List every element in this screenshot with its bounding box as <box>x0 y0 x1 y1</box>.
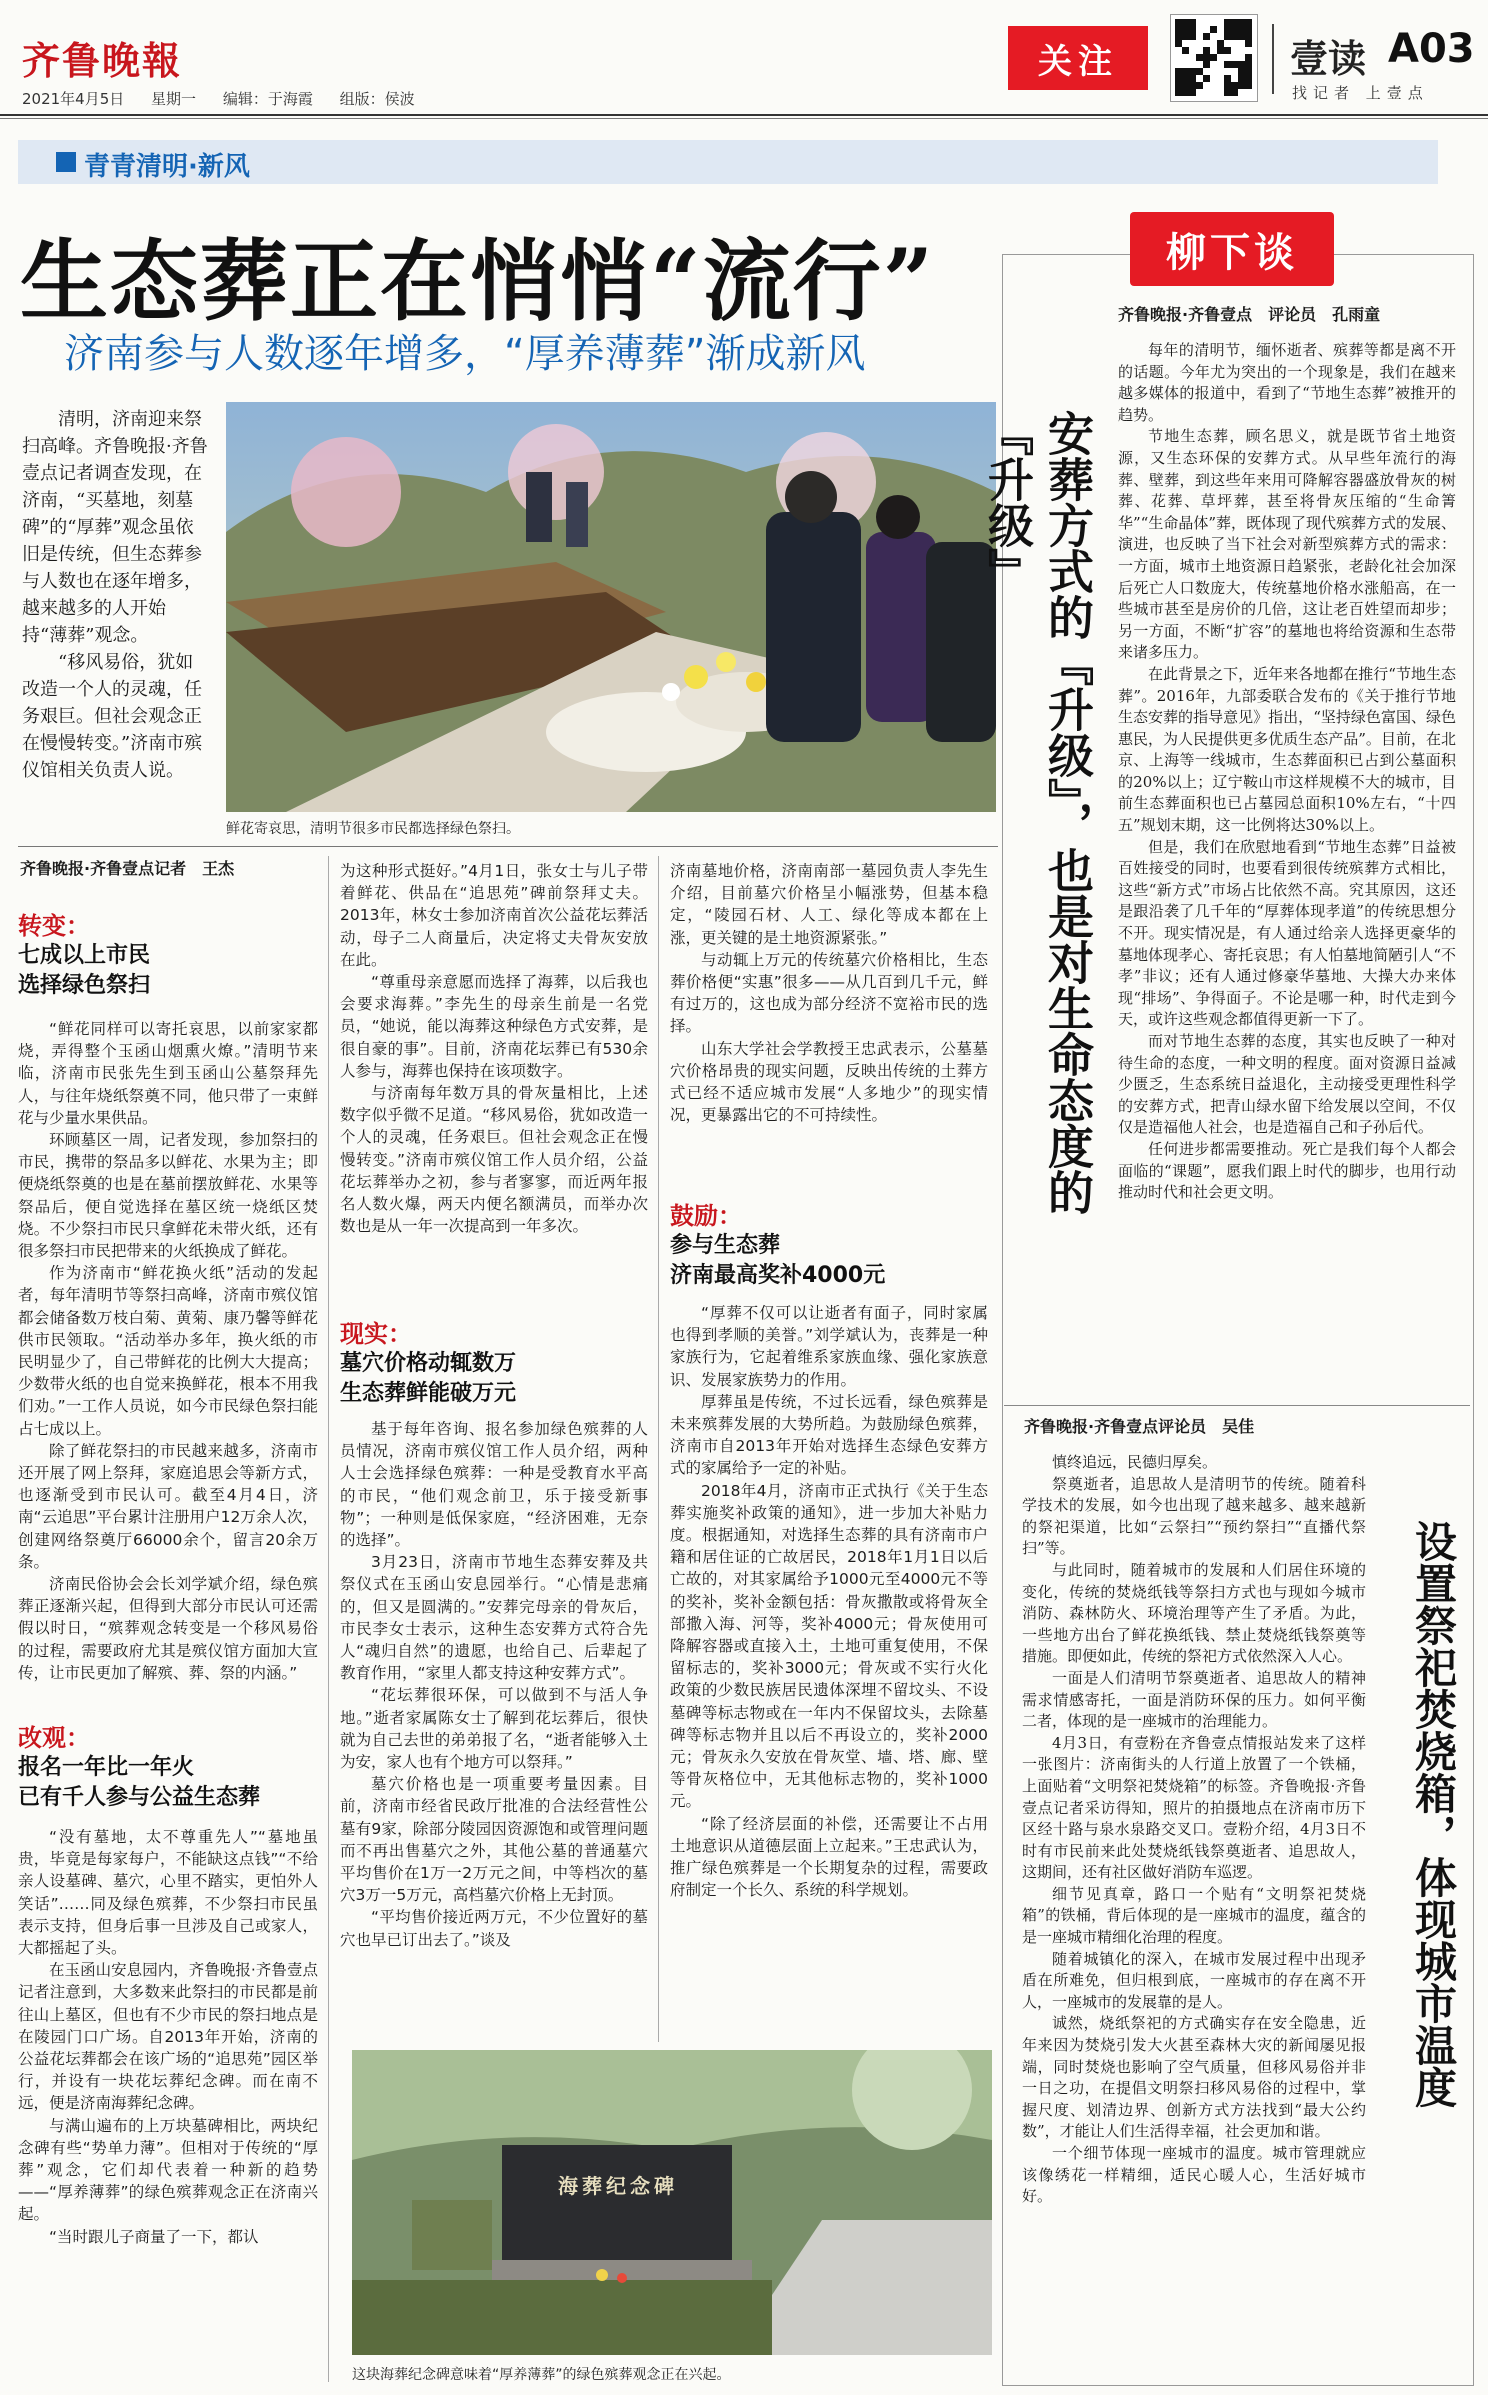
qr-module <box>1231 33 1238 40</box>
focus-badge: 关注 <box>1008 26 1148 90</box>
qr-module <box>1245 40 1252 47</box>
issue-date: 2021年4月5日 <box>22 90 125 108</box>
qr-module <box>1203 54 1210 61</box>
body-paragraph: 环顾墓区一周，记者发现，参加祭扫的市民，携带的祭品多以鲜花、水果为主；即便烧纸祭奠的也是在墓前摆放鲜花、水果等祭品后，便自觉选择在墓区统一烧纸区焚烧。不少祭扫市民只拿鲜花未带火纸，还有很多祭扫市民把带来的火纸换成了鲜花。 <box>18 1131 318 1261</box>
body-paragraph: 山东大学社会学教授王忠武表示，公墓墓穴价格昂贵的现实问题，反映出传统的土葬方式已经不适应城市发展“人多地少”的现实情况，更暴露出它的不可持续性。 <box>670 1039 988 1125</box>
memorial-stone-text: 海葬纪念碑 <box>558 2174 678 2198</box>
main-headline: 生态葬正在悄悄“流行” <box>20 229 936 333</box>
body-paragraph: 除了鲜花祭扫的市民越来越多，济南市还开展了网上祭拜，家庭追思会等新方式，也逐渐受到市民认可。截至4月4日，济南“云追思”平台累计注册用户12万余人次，创建网络祭奠厅66000余个，留言20余万条。 <box>18 1441 318 1571</box>
qr-module <box>1238 82 1245 89</box>
sub-headline: 济南参与人数逐年增多，“厚养薄葬”渐成新风 <box>64 331 866 377</box>
memorial-photo <box>352 2050 992 2355</box>
qr-module <box>1189 26 1196 33</box>
commentary-1-body <box>1118 340 1456 1204</box>
qr-module <box>1175 68 1182 75</box>
main-photo-graphic <box>226 402 996 812</box>
main-photo <box>226 402 996 812</box>
sub-title: 参与生态葬 济南最高奖补4000元 <box>670 1233 886 1288</box>
qr-module <box>1231 82 1238 89</box>
sub-section-change <box>18 1718 318 1813</box>
qr-module <box>1189 75 1196 82</box>
qr-module <box>1196 68 1203 75</box>
body-paragraph: 与济南每年数万具的骨灰量相比，上述数字似乎微不足道。“移风易俗，犹如改造一个人的灵魂，任务艰巨。但社会观念正在慢慢转变。”济南市殡仪馆工作人员介绍，公益花坛葬举办之初，参与者寥寥，而近两年报名人数火爆，两天内便名额满员，而举办次数也是从一年一次提高到一年多次。 <box>340 1084 648 1236</box>
body-paragraph: “除了经济层面的补偿，还需要让不占用土地意识从道德层面上立起来。”王忠武认为，推广绿色殡葬是一个长期复杂的过程，需要政府制定一个长久、系统的科学规划。 <box>670 1814 988 1900</box>
body-paragraph: 与满山遍布的上万块墓碑相比，两块纪念碑有些“势单力薄”。但相对于传统的“厚葬”观念，它们却代表着一种新的趋势——“厚养薄葬”的绿色殡葬观念正在济南兴起。 <box>18 2116 318 2224</box>
sub-title: 墓穴价格动辄数万 生态葬鲜能破万元 <box>340 1351 517 1406</box>
qr-module <box>1224 75 1231 82</box>
sub-tag: 改观： <box>18 1724 90 1752</box>
sub-tag: 转变： <box>18 912 90 940</box>
qr-module <box>1182 33 1189 40</box>
qr-module <box>1203 75 1210 82</box>
qr-module <box>1217 40 1224 47</box>
body-paragraph: 在玉函山安息园内，齐鲁晚报·齐鲁壹点记者注意到，大多数来此祭扫的市民都是前往山上墓区，但也有不少市民的祭扫地点是在陵园门口广场。自2013年开始，济南的公益花坛葬都会在该广场的“追思苑”园区举行，并设有一块花坛葬纪念碑。而在南不远，便是济南海葬纪念碑。 <box>18 1961 318 2113</box>
qr-module <box>1231 89 1238 96</box>
commentary-1-byline: 齐鲁晚报·齐鲁壹点 评论员 孔雨童 <box>1118 305 1381 324</box>
body-paragraph: 3月23日，济南市节地生态葬安葬及共祭仪式在玉函山安息园举行。“心情是悲痛的，但又是圆满的。”安葬完母亲的骨灰后，市民李女士表示，这种生态安葬方式符合先人“魂归自然”的遗愿，也给自己、后辈起了教育作用，“家里人都支持这种安葬方式”。 <box>340 1553 648 1683</box>
body-paragraph: 济南民俗协会会长刘学斌介绍，绿色殡葬正逐渐兴起，但得到大部分市民认可还需假以时日，“殡葬观念转变是一个移风易俗的过程，需要政府尤其是殡仪馆方面加大宣传，让市民更加了解殡、葬、祭的内涵。” <box>18 1575 318 1682</box>
qr-module <box>1182 19 1189 26</box>
qr-module <box>1175 19 1182 26</box>
commentary-divider <box>1004 1405 1470 1406</box>
commentary-paragraph: 诚然，烧纸祭祀的方式确实存在安全隐患，近年来因为焚烧引发大火甚至森林大灾的新闻屡见报端，同时焚烧也影响了空气质量，但移风易俗并非一日之功，在提倡文明祭扫移风易俗的过程中，掌握尺度、划清边界、创新方式方法找到“最大公约数”，才能让人们生活得幸福，社会更加和谐。 <box>1022 2014 1366 2141</box>
qr-module <box>1175 33 1182 40</box>
qr-module <box>1245 33 1252 40</box>
qr-module <box>1182 26 1189 33</box>
qr-module <box>1189 82 1196 89</box>
qr-module <box>1245 26 1252 33</box>
qr-module <box>1238 19 1245 26</box>
qr-module <box>1182 47 1189 54</box>
qr-module <box>1238 68 1245 75</box>
commentary-paragraph: 一个细节体现一座城市的温度。城市管理就应该像绣花一样精细，适民心暖人心，生活好城市好。 <box>1022 2144 1366 2206</box>
column-3-bottom <box>670 1302 988 1901</box>
issue-weekday: 星期一 <box>151 90 197 108</box>
qr-module <box>1224 26 1231 33</box>
qr-module <box>1224 19 1231 26</box>
commentary-1-title: 安葬方式的『升级』，也是对生命态度的『升级』 <box>981 410 1095 1215</box>
qr-module <box>1245 75 1252 82</box>
qr-module <box>1238 61 1245 68</box>
body-paragraph: “花坛葬很环保，可以做到不与活人争地。”逝者家属陈女士了解到花坛葬后，很快就为自己去世的弟弟报了名，“逝者能够入土为安，家人也有个地方可以祭拜。” <box>340 1686 648 1772</box>
commentary-paragraph: 4月3日，有壹粉在齐鲁壹点情报站发来了这样一张图片：济南街头的人行道上放置了一个铁桶，上面贴着“文明祭祀焚烧箱”的标签。齐鲁晚报·齐鲁壹点记者采访得知，照片的拍摄地点在济南市历下区经十路与泉水泉路交叉口。壹粉介绍，4月3日不时有市民前来此处焚烧纸钱祭奠逝者、追思故人，这期间，还有社区做好消防车巡逻。 <box>1022 1733 1366 1882</box>
qr-module <box>1182 89 1189 96</box>
column-2-bottom <box>340 1418 648 1951</box>
body-paragraph: 厚葬虽是传统，不过长远看，绿色殡葬是未来殡葬发展的大势所趋。为鼓励绿色殡葬，济南市自2013年开始对选择生态绿色安葬方式的家属给予一定的补贴。 <box>670 1392 988 1478</box>
sub-title: 报名一年比一年火 已有千人参与公益生态葬 <box>18 1755 261 1810</box>
qr-module <box>1189 33 1196 40</box>
commentary-paragraph: 一面是人们清明节祭奠逝者、追思故人的精神需求情感寄托，一面是消防环保的压力。如何平衡二者，体现的是一座城市的治理能力。 <box>1022 1668 1366 1731</box>
body-paragraph: “没有墓地，太不尊重先人”“墓地虽贵，毕竟是每家每户，不能缺这点钱”“不给亲人设墓碑、墓穴，心里不踏实，更怕外人笑话”……同及绿色殡葬，不少祭扫市民虽表示支持，但身后事一旦涉及自己或家人，大都摇起了头。 <box>18 1828 318 1958</box>
main-photo-caption: 鲜花寄哀思，清明节很多市民都选择绿色祭扫。 <box>226 821 520 837</box>
lead-paragraph: “移风易俗，犹如改造一个人的灵魂，任务艰巨。但社会观念正在慢慢转变。”济南市殡仪馆相关负责人说。 <box>22 652 203 781</box>
body-paragraph: 为这种形式挺好。”4月1日，张女士与儿子带着鲜花、供品在“追思苑”碑前祭拜丈夫。2013年，林女士参加济南首次公益花坛葬活动，母子二人商量后，决定将丈夫骨灰安放在此。 <box>340 862 648 969</box>
qr-module <box>1203 61 1210 68</box>
column-name: 壹读 <box>1290 37 1367 81</box>
qr-module <box>1224 89 1231 96</box>
qr-module <box>1245 82 1252 89</box>
qr-module <box>1231 61 1238 68</box>
section-square-icon <box>56 152 76 172</box>
qr-module <box>1224 82 1231 89</box>
qr-module <box>1238 75 1245 82</box>
masthead-divider <box>1272 24 1274 94</box>
qr-module <box>1217 47 1224 54</box>
issue-meta <box>22 88 437 109</box>
commentary-paragraph: 在此背景之下，近年来各地都在推行“节地生态葬”。2016年，九部委联合发布的《关于推行节地生态安葬的指导意见》指出，“坚持绿色富国、绿色惠民，为人民提供更多优质生态产品”。目前，在北京、上海等一线城市，生态葬面积已占到公墓面积的20%以上；辽宁鞍山市这样规模不大的城市，目前生态葬面积也已占墓园总面积10%左右，“十四五”规划末期，这一比例将达30%以上。 <box>1118 664 1456 835</box>
qr-module <box>1189 68 1196 75</box>
body-paragraph: “厚葬不仅可以让逝者有面子，同时家属也得到孝顺的美誉。”刘学斌认为，丧葬是一种家族行为，它起着维系家族血缘、强化家族意识、发展家族势力的作用。 <box>670 1304 988 1389</box>
commentary-2-body <box>1022 1452 1366 2208</box>
main-byline: 齐鲁晚报·齐鲁壹点记者 王杰 <box>20 859 235 878</box>
qr-module <box>1203 33 1210 40</box>
commentary-paragraph: 每年的清明节，缅怀逝者、殡葬等都是离不开的话题。今年尤为突出的一个现象是，我们在越来越多媒体的报道中，看到了“节地生态葬”被推开的趋势。 <box>1118 341 1456 424</box>
qr-module <box>1175 75 1182 82</box>
editor-credit: 编辑：于海霞 <box>222 90 313 108</box>
body-paragraph: “鲜花同样可以寄托哀思，以前家家都烧，弄得整个玉函山烟熏火燎。”清明节来临，济南市民张先生到玉函山公墓祭拜先人，与往年烧纸祭奠不同，他只带了一束鲜花与少量水果供品。 <box>18 1020 318 1127</box>
qr-module <box>1182 68 1189 75</box>
newspaper-logo: 齐鲁晚報 <box>22 38 183 83</box>
section-bar <box>18 140 1438 184</box>
commentary-paragraph: 与此同时，随着城市的发展和人们居住环境的变化，传统的焚烧纸钱等祭扫方式也与现如今城市消防、森林防火、环境治理等产生了矛盾。为此，一些地方出台了鲜花换纸钱、禁止焚烧纸钱祭奠等措施。即便如此，传统的祭祀方式依然深入人心。 <box>1022 1560 1366 1666</box>
qr-module <box>1224 61 1231 68</box>
qr-module <box>1182 75 1189 82</box>
qr-module <box>1245 54 1252 61</box>
memorial-photo-caption: 这块海葬纪念碑意味着“厚养薄葬”的绿色殡葬观念正在兴起。 <box>352 2367 731 2383</box>
section-title: 青青清明·新风 <box>84 152 250 182</box>
designer-credit: 组版：侯波 <box>339 90 415 108</box>
sub-section-reality <box>340 1314 648 1409</box>
qr-module <box>1231 19 1238 26</box>
lead-paragraphs <box>22 406 210 784</box>
qr-module <box>1245 19 1252 26</box>
sub-title: 七成以上市民 选择绿色祭扫 <box>18 943 151 998</box>
body-paragraph: 2018年4月，济南市正式执行《关于生态葬实施奖补政策的通知》，进一步加大补贴力度。根据通知，对选择生态葬的具有济南市户籍和居住证的亡故居民，2018年1月1日以后亡故的，对其家属给予1000元至4000元不等的奖补，奖补金额包括：骨灰撒散或将骨灰全部撒入海、河等，奖补4000元；骨灰使用可降解容器或直接入土，土地可重复使用，不保留标志的，奖补3000元；骨灰或不实行火化政策的少数民族居民遗体深埋不留坟头、不设墓碑等标志物或在一年内不保留坟头，去除墓碑等标志物并且以后不再设立的，奖补2000元；骨灰永久安放在骨灰堂、墙、塔、廊、壁等骨灰格位中，无其他标志物的，奖补1000元。 <box>670 1481 988 1811</box>
byline-rule <box>18 846 998 847</box>
commentary-paragraph: 随着城镇化的深入，在城市发展过程中出现矛盾在所难免，但归根到底，一座城市的存在离不开人，一座城市的发展靠的是人。 <box>1022 1949 1366 2011</box>
qr-module <box>1245 61 1252 68</box>
body-paragraph: “尊重母亲意愿而选择了海葬，以后我也会要求海葬。”李先生的母亲生前是一名党员，“她说，能以海葬这种绿色方式安葬，是很自豪的事”。目前，济南花坛葬已有530余人参与，海葬也保持在该项数字。 <box>340 973 648 1080</box>
body-paragraph: 济南墓地价格，济南南部一墓园负责人李先生介绍，目前墓穴价格呈小幅涨势，但基本稳定，“陵园石材、人工、绿化等成本都在上涨，更关键的是土地资源紧张。” <box>670 862 988 947</box>
commentary-paragraph: 而对节地生态葬的态度，其实也反映了一种对待生命的态度，一种文明的程度。面对资源日益减少匮乏，生态系统日益退化，主动接受更理性科学的安葬方式，把青山绿水留下给发展以空间，不仅仅是造福他人社会，也是造福自己和子孙后代。 <box>1118 1032 1456 1137</box>
body-paragraph: “当时跟儿子商量了一下，都认 <box>49 2227 259 2246</box>
qr-module <box>1175 82 1182 89</box>
qr-module <box>1175 26 1182 33</box>
body-paragraph: 基于每年咨询、报名参加绿色殡葬的人员情况，济南市殡仪馆工作人员介绍，两种人士会选择绿色殡葬：一种是受教育水平高的市民，“他们观念前卫，乐于接受新事物”；一种则是低保家庭，“经济困难，无奈的选择”。 <box>340 1420 648 1550</box>
qr-code-icon[interactable] <box>1170 14 1258 102</box>
masthead-rule <box>0 114 1488 116</box>
column-divider <box>658 856 659 2042</box>
qr-module <box>1224 47 1231 54</box>
qr-module <box>1210 26 1217 33</box>
column-3-top <box>670 860 988 1126</box>
commentary-2-byline: 齐鲁晚报·齐鲁壹点评论员 吴佳 <box>1024 1417 1255 1436</box>
reporter-tag: 找记者 上壹点 <box>1292 84 1429 102</box>
commentary-paragraph: 但是，我们在欣慰地看到“节地生态葬”日益被百姓接受的同时，也要看到很传统殡葬方式相比，这些“新方式”市场占比依然不高。究其原因，这还是跟沿袭了几千年的“厚葬体现孝道”的传统思想分不开。现实情况是，有人通过给亲人选择更豪华的墓地体现孝心、寄托哀思；有人怕墓地简陋引人“不孝”非议；还有人通过修豪华墓地、大操大办来体现“排场”、争得面子。不论是哪一种，时代走到今天，或许这些观念都值得更新一下了。 <box>1118 837 1456 1029</box>
qr-module <box>1210 54 1217 61</box>
sub-section-transformation <box>18 906 318 1001</box>
column-2-top <box>340 860 648 1237</box>
commentary-paragraph: 细节见真章，路口一个贴有“文明祭祀焚烧箱”的铁桶，背后体现的是一座城市的温度，蕴含的是一座城市精细化治理的程度。 <box>1022 1884 1366 1947</box>
column-1-bottom <box>18 1826 318 2248</box>
sub-section-encourage <box>670 1196 988 1291</box>
commentary-2-title: 设置祭祀焚烧箱，体现城市温度 <box>1409 1520 1458 2108</box>
qr-module <box>1175 40 1182 47</box>
body-paragraph: “平均售价接近两万元，不少位置好的墓穴也早已订出去了。”谈及 <box>340 1908 648 1949</box>
column-divider <box>328 856 329 2382</box>
commentary-paragraph: 节地生态葬，顾名思义，就是既节省土地资源，又生态环保的安葬方式。从早些年流行的海葬、壁葬，到这些年来用可降解容器盛放骨灰的树葬、花葬、草坪葬，甚至将骨灰压缩的“生命箐华”“生命晶体”葬，既体现了现代殡葬方式的发展、演进，也反映了当下社会对新型殡葬方式的需求：一方面，城市土地资源日趋紧张，老龄化社会加深后死亡人口数庞大，传统墓地价格水涨船高，在一些城市甚至是房价的几倍，这让老百姓望而却步；另一方面，不断“扩容”的墓地也将给资源和生态带来诸多压力。 <box>1118 427 1457 662</box>
column-1-top <box>18 1018 318 1684</box>
commentary-badge: 柳下谈 <box>1130 212 1334 286</box>
qr-module <box>1196 82 1203 89</box>
qr-module <box>1231 26 1238 33</box>
qr-module <box>1175 89 1182 96</box>
sub-tag: 现实： <box>340 1320 412 1348</box>
qr-module <box>1224 33 1231 40</box>
qr-module <box>1245 68 1252 75</box>
qr-module <box>1196 54 1203 61</box>
qr-module <box>1238 26 1245 33</box>
qr-module <box>1203 47 1210 54</box>
qr-module <box>1182 82 1189 89</box>
lead-paragraph: 清明，济南迎来祭扫高峰。齐鲁晚报·齐鲁壹点记者调查发现，在济南，“买墓地，刻墓碑”的“厚葬”观念虽依旧是传统，但生态葬参与人数也在逐年增多，越来越多的人开始持“薄葬”观念。 <box>22 409 208 646</box>
sub-tag: 鼓励： <box>670 1202 742 1230</box>
body-paragraph: 作为济南市“鲜花换火纸”活动的发起者，每年清明节等祭扫高峰，济南市殡仪馆都会储备数万枝白菊、黄菊、康乃馨等鲜花供市民领取。“活动举办多年，换火纸的市民明显少了，自己带鲜花的比例大大提高；少数带火纸的也自觉来换鲜花，根本不用我们劝。”一工作人员说，如今市民绿色祭扫能占七成以上。 <box>18 1264 318 1438</box>
commentary-paragraph: 任何进步都需要推动。死亡是我们每个人都会面临的“课题”，愿我们跟上时代的脚步，也用行动推动时代和社会更文明。 <box>1118 1139 1456 1202</box>
page-number: A03 <box>1388 26 1475 72</box>
qr-module <box>1238 33 1245 40</box>
commentary-paragraph: 慎终追远，民德归厚矣。 <box>1052 1453 1218 1471</box>
commentary-paragraph: 祭奠逝者，追思故人是清明节的传统。随着科学技术的发展，如今也出现了越来越多、越来越新的祭祀渠道，比如“云祭扫”“预约祭扫”“直播代祭扫”等。 <box>1022 1474 1366 1558</box>
memorial-photo-graphic <box>352 2050 992 2355</box>
body-paragraph: 墓穴价格也是一项重要考量因素。目前，济南市经省民政厅批准的合法经营性公墓有9家，除部分陵园因资源饱和或管理问题而不再出售墓穴之外，其他公墓的普通墓穴平均售价在1万一2万元之间，中等档次的墓穴3万一5万元，高档墓穴价格上无封顶。 <box>340 1775 648 1905</box>
qr-module <box>1189 89 1196 96</box>
body-paragraph: 与动辄上万元的传统墓穴价格相比，生态葬价格便“实惠”很多——从几百到几千元，鲜有过万的，这也成为部分经济不宽裕市民的选择。 <box>670 950 988 1036</box>
qr-module <box>1189 19 1196 26</box>
masthead-rule-thin <box>0 118 1488 119</box>
